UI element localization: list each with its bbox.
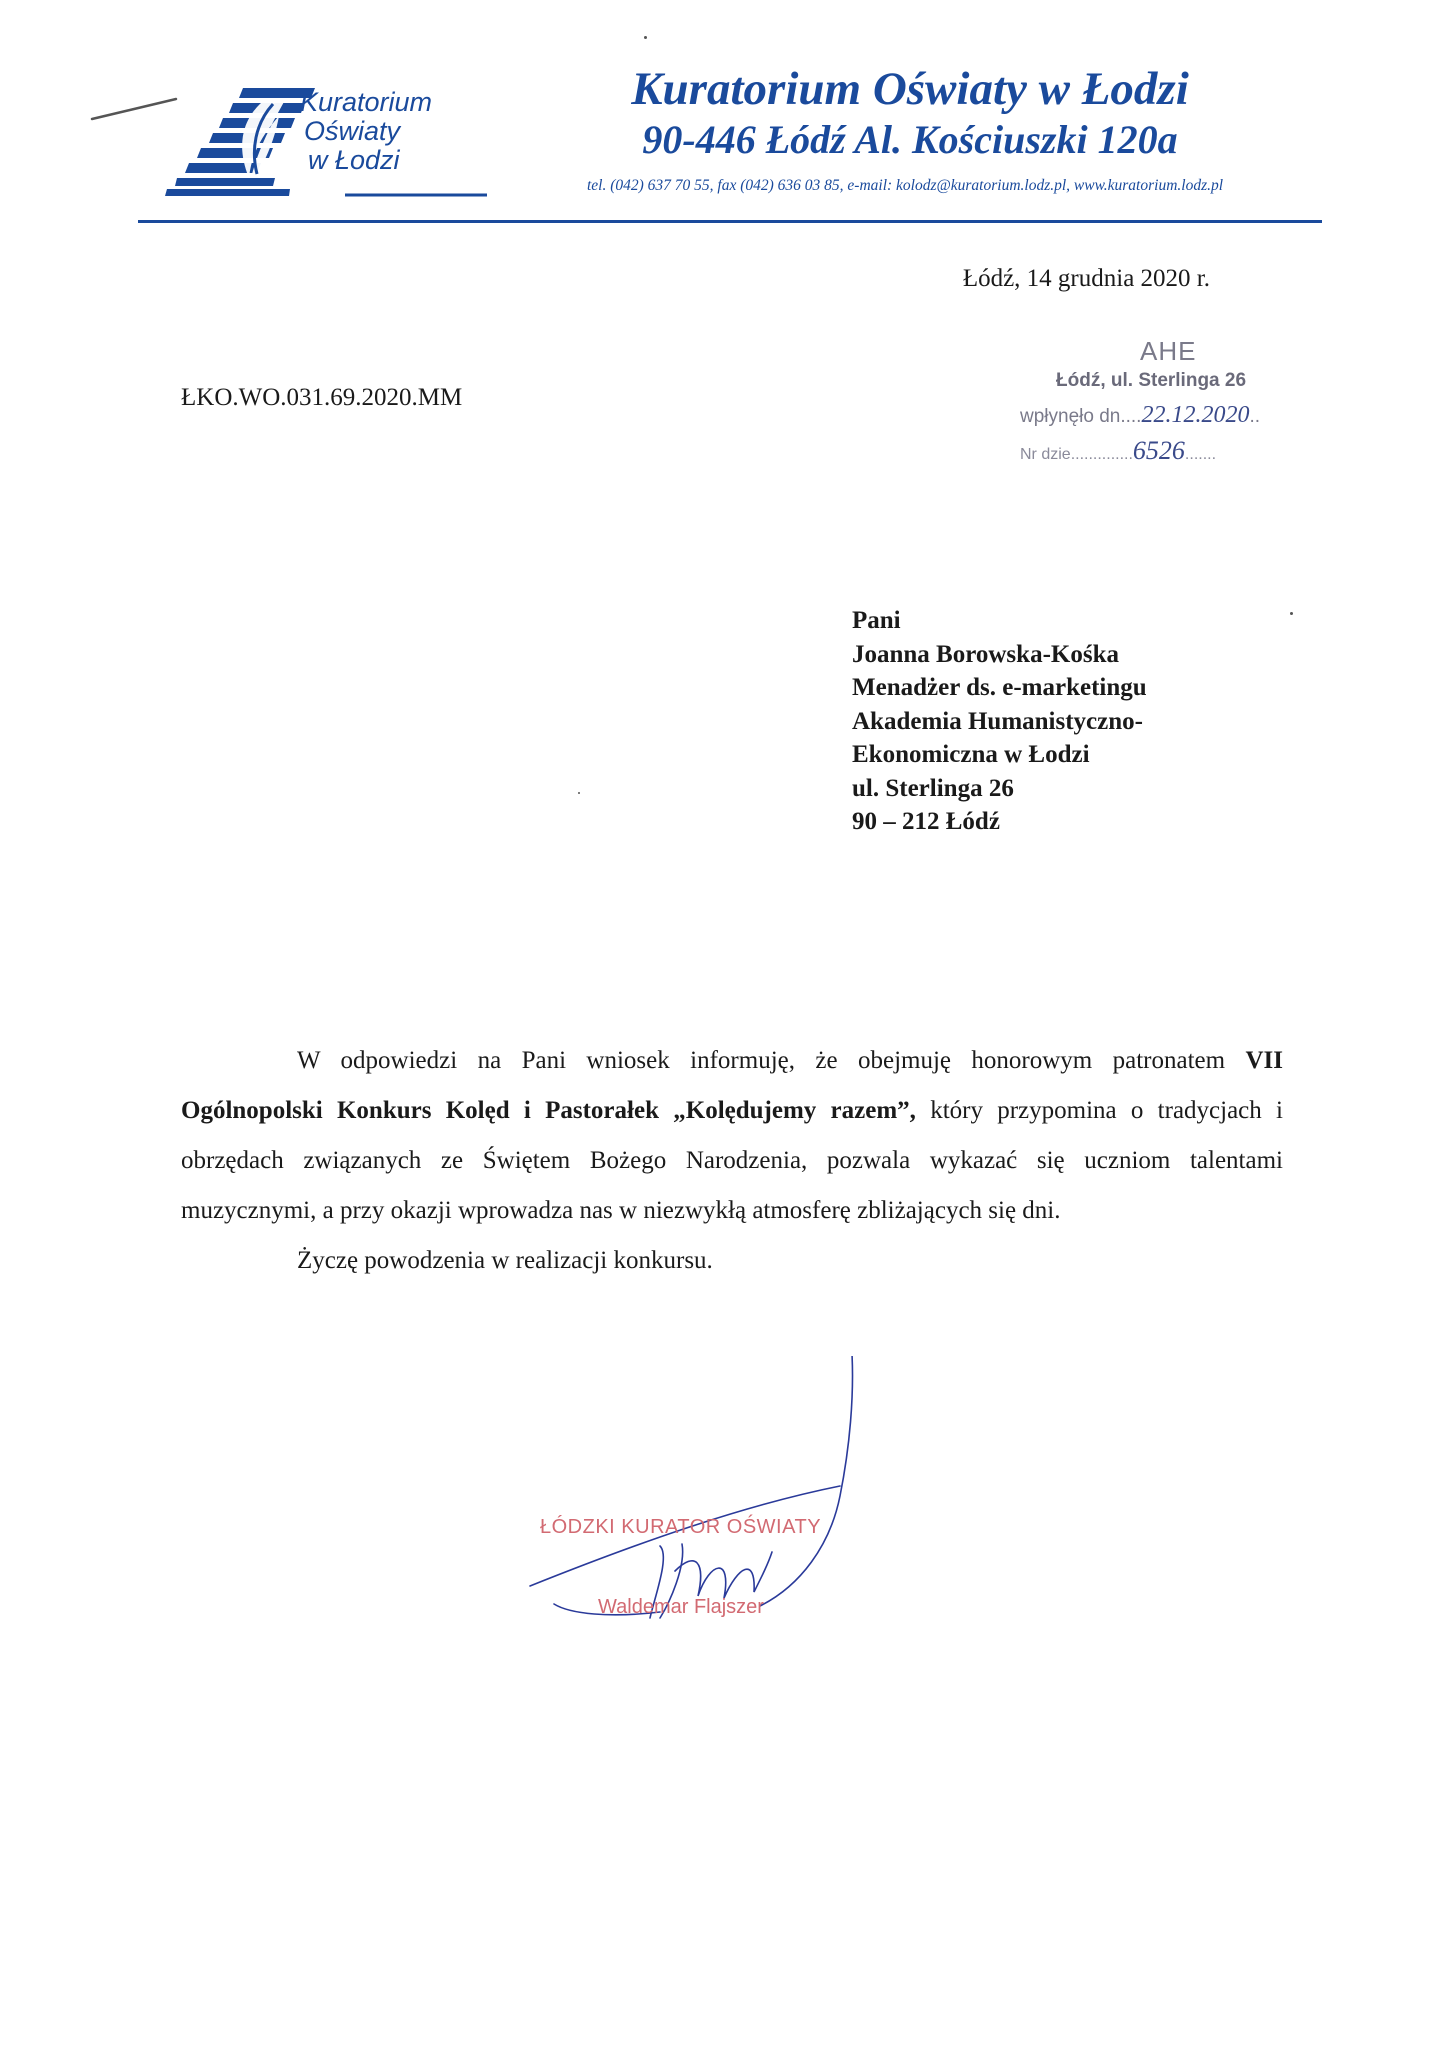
scan-speck <box>644 36 647 39</box>
logo-line-3: w Łodzi <box>308 145 400 175</box>
stamp-number-label: Nr dzie <box>1020 446 1071 463</box>
stamp-org: AHE <box>1140 336 1197 366</box>
signature-name: Waldemar Flajszer <box>598 1596 764 1618</box>
recipient-line: Menadżer ds. e-marketingu <box>852 674 1147 701</box>
paragraph-1 <box>181 1036 1283 1236</box>
recipient-line: Akademia Humanistyczno- <box>852 707 1143 735</box>
stamp-received-date: 22.12.2020 <box>1141 402 1250 428</box>
stamp-received-label: wpłynęło dn.... <box>1020 406 1142 427</box>
recipient-line: Joanna Borowska-Kośka <box>852 640 1119 668</box>
recipient-line: Ekonomiczna w Łodzi <box>852 741 1090 768</box>
recipient-address <box>852 604 1147 839</box>
paragraph-1-rest: który przypomina o tradycjach i obrzędach związanych ze Świętem Bożego Narodzenia, pozwala wykazać się uczniom talentami muzycznymi, a przy okazji wprowadza nas w niezwykłą atmosferę zbliżających się dni. <box>181 1097 1283 1224</box>
recipient-line: ul. Sterlinga 26 <box>852 774 1014 802</box>
org-name: Kuratorium Oświaty w Łodzi <box>631 63 1189 115</box>
org-contact: tel. (042) 637 70 55, fax (042) 636 03 85, e-mail: kolodz@kuratorium.lodz.pl, www.kuratorium.lodz.pl <box>586 177 1224 194</box>
stamp-number-line: Nr dzie..............6526....... <box>1020 436 1217 465</box>
scan-speck <box>578 792 580 794</box>
stamp-address: Łódź, ul. Sterlinga 26 <box>1056 370 1247 391</box>
date-line: Łódź, 14 grudnia 2020 r. <box>962 265 1210 292</box>
recipient-line: Pani <box>852 607 901 634</box>
reference-number: ŁKO.WO.031.69.2020.MM <box>181 384 463 411</box>
signature-block <box>510 1356 910 1656</box>
letter-body <box>181 1036 1283 1286</box>
paragraph-1-start: W odpowiedzi na Pani wniosek informuję, że obejmuję honorowym patronatem <box>297 1047 1226 1074</box>
received-stamp <box>1010 336 1340 486</box>
paragraph-2: Życzę powodzenia w realizacji konkursu. <box>297 1247 713 1274</box>
signature-title: ŁÓDZKI KURATOR OŚWIATY <box>540 1516 822 1538</box>
logo-text <box>300 88 500 175</box>
recipient-line: 90 – 212 Łódź <box>852 808 1000 835</box>
competition-name: VII Ogólnopolski Konkurs Kolęd i Pastorałek „Kolędujemy razem”, <box>181 1047 1284 1124</box>
logo-line-2: Oświaty <box>304 116 401 146</box>
stamp-received-line: wpłynęło dn....22.12.2020.. <box>1020 402 1261 428</box>
stamp-number-value: 6526 <box>1132 436 1185 465</box>
header-rule <box>138 220 1322 223</box>
scan-speck <box>1290 612 1293 615</box>
org-address: 90-446 Łódź Al. Kościuszki 120a <box>642 117 1178 162</box>
logo-line-1: Kuratorium <box>300 87 433 117</box>
